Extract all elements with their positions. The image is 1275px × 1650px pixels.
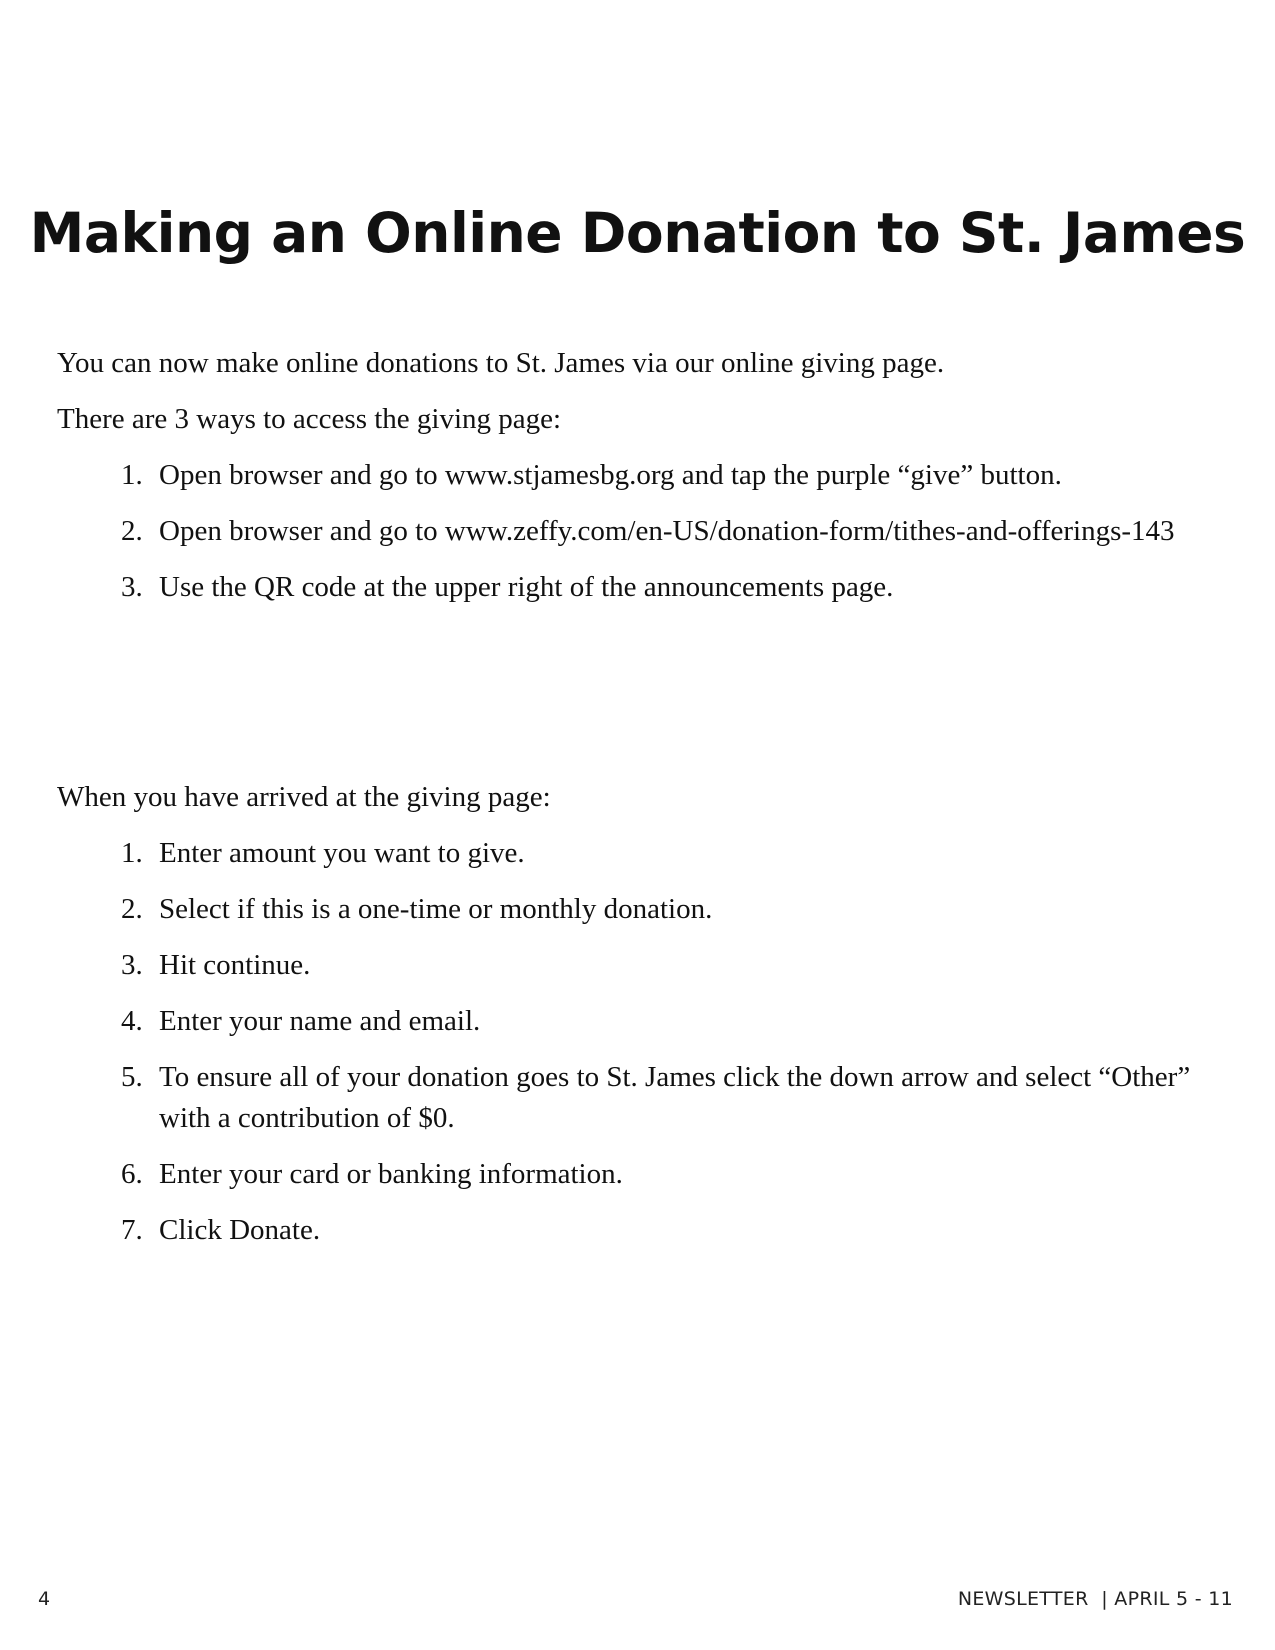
footer-newsletter-label: NEWSLETTER | APRIL 5 - 11: [957, 1588, 1233, 1610]
list-item-number: 1.: [121, 837, 143, 869]
list-item-text: Enter your name and email.: [159, 1005, 481, 1037]
list-item-number: 1.: [121, 459, 143, 491]
list-item-number: 7.: [121, 1214, 143, 1246]
list-item: [57, 511, 1217, 552]
list-item: [57, 1001, 1217, 1042]
list-item-text: Enter your card or banking information.: [159, 1158, 623, 1190]
steps-heading: When you have arrived at the giving page:: [57, 781, 551, 813]
page-title: Making an Online Donation to St. James: [29, 201, 1246, 265]
intro-paragraph: You can now make online donations to St. James via our online giving page.: [57, 347, 945, 379]
giving-steps-section: [57, 777, 1217, 1266]
list-item-number: 6.: [121, 1158, 143, 1190]
access-ways-list: [57, 455, 1217, 608]
list-item-number: 3.: [121, 571, 143, 603]
list-item: [57, 1057, 1217, 1139]
footer-page-number: 4: [38, 1588, 51, 1610]
list-item-text: Enter amount you want to give.: [159, 837, 525, 869]
list-item-text: Open browser and go to www.zeffy.com/en-US/donation-form/tithes-and-offerings-143: [159, 515, 1175, 547]
list-item: [57, 567, 1217, 608]
list-item: [57, 945, 1217, 986]
access-section: [57, 343, 1217, 623]
list-item: [57, 1154, 1217, 1195]
list-item: [57, 455, 1217, 496]
list-item: [57, 1210, 1217, 1251]
list-item-number: 3.: [121, 949, 143, 981]
giving-steps-list: [57, 833, 1217, 1251]
list-item-text: Open browser and go to www.stjamesbg.org and tap the purple “give” button.: [159, 459, 1062, 491]
list-item-text: Hit continue.: [159, 949, 311, 981]
list-item-number: 4.: [121, 1005, 143, 1037]
list-item-text: Use the QR code at the upper right of the announcements page.: [159, 571, 894, 603]
list-item-text: Click Donate.: [159, 1214, 321, 1246]
list-item-number: 2.: [121, 515, 143, 547]
list-item-number: 5.: [121, 1061, 143, 1093]
list-item-text: Select if this is a one-time or monthly donation.: [159, 893, 713, 925]
ways-heading: There are 3 ways to access the giving page:: [57, 403, 562, 435]
list-item-text: To ensure all of your donation goes to St. James click the down arrow and select “Other” with a contribution of $0.: [159, 1061, 1191, 1134]
list-item-number: 2.: [121, 893, 143, 925]
list-item: [57, 889, 1217, 930]
list-item: [57, 833, 1217, 874]
